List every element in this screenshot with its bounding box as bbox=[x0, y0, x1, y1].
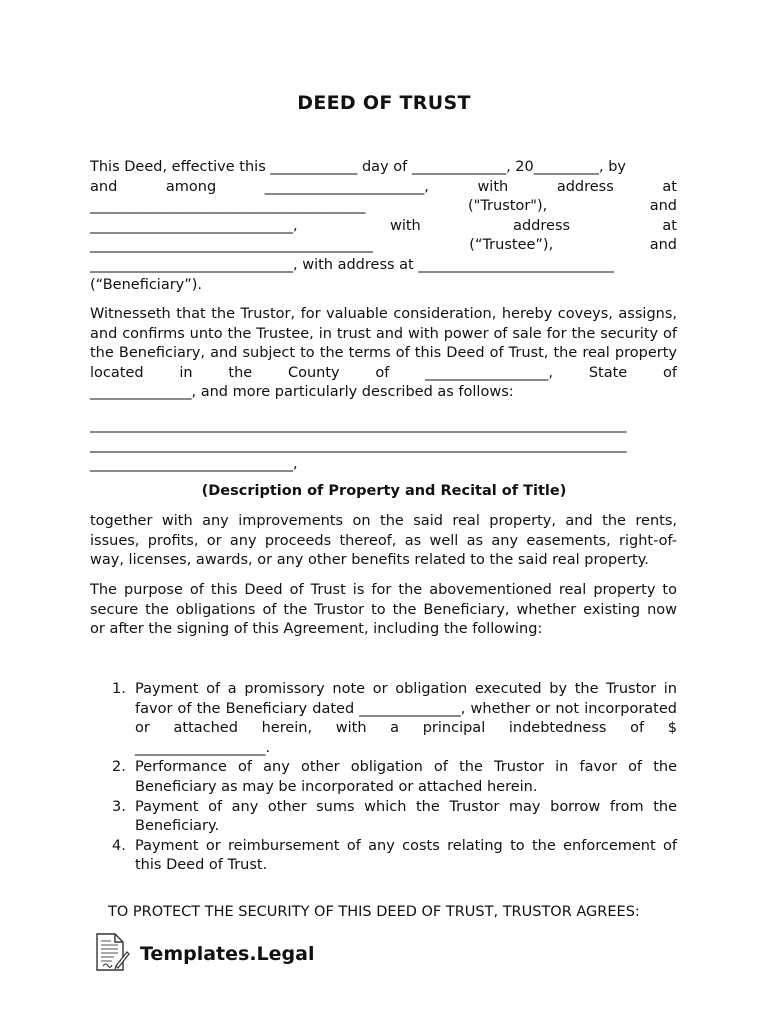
blank-line: ____________________________, bbox=[90, 456, 298, 473]
trustee-address-blank: _______________________________________ bbox=[90, 237, 373, 254]
brand-name: Templates.Legal bbox=[140, 943, 315, 965]
list-text-last: Beneficiary as may be incorporated or attached herein. bbox=[135, 778, 538, 795]
intro-text: This Deed, effective this ____________ day of _____________, 20_________, by bbox=[90, 159, 627, 175]
document-title: DEED OF TRUST bbox=[297, 92, 471, 114]
intro-word: with bbox=[389, 217, 421, 234]
together-paragraph bbox=[90, 512, 677, 571]
intro-line-6 bbox=[90, 256, 677, 276]
together-text-last: way, licenses, awards, or any other benefits related to the said real property. bbox=[90, 552, 649, 569]
intro-line-3 bbox=[90, 197, 677, 217]
list-item bbox=[90, 798, 677, 837]
list-item bbox=[90, 680, 677, 758]
list-text: Payment or reimbursement of any costs relating to the enforcement of bbox=[135, 837, 677, 854]
list-item bbox=[90, 758, 677, 797]
intro-line-2 bbox=[90, 178, 677, 198]
list-number: 2. bbox=[112, 759, 126, 776]
list-number: 1. bbox=[112, 681, 126, 697]
intro-line-7 bbox=[90, 276, 677, 296]
property-blank-lines bbox=[90, 416, 677, 475]
witness-text-last: ______________, and more particularly described as follows: bbox=[90, 384, 514, 401]
trustor-label: ("Trustor"), bbox=[468, 198, 548, 215]
witness-text: Witnesseth that the Trustor, for valuable consideration, hereby coveys, assigns, and confirms unto the Trustee, in trust and with power of sale for the security of the Beneficiary, and subject to the terms of this Deed of Trust, the real property located in the County of _________________, State of bbox=[90, 306, 677, 381]
list-text: Performance of any other obligation of the Trustor in favor of the bbox=[135, 759, 677, 776]
intro-block bbox=[90, 158, 677, 295]
list-text-last: Beneficiary. bbox=[135, 818, 220, 835]
protect-heading: TO PROTECT THE SECURITY OF THIS DEED OF TRUST, TRUSTOR AGREES: bbox=[108, 904, 640, 920]
list-item bbox=[90, 837, 677, 876]
intro-word: with bbox=[477, 178, 509, 195]
list-number: 3. bbox=[112, 798, 126, 815]
trustor-address-blank: ______________________________________ bbox=[90, 198, 366, 215]
intro-word: and bbox=[90, 178, 118, 195]
intro-word: address bbox=[513, 217, 571, 234]
witness-paragraph bbox=[90, 305, 677, 403]
trustee-label: (“Trustee”), bbox=[469, 237, 554, 254]
intro-line-5 bbox=[90, 236, 677, 256]
intro-word: and bbox=[649, 237, 677, 254]
purpose-paragraph bbox=[90, 581, 677, 640]
list-text: Payment of any other sums which the Trustor may borrow from the bbox=[135, 798, 677, 815]
blank-line: __________________________________________________________________________ bbox=[90, 436, 627, 453]
property-heading: (Description of Property and Recital of Title) bbox=[201, 483, 567, 499]
intro-line-4 bbox=[90, 217, 677, 237]
intro-line-1 bbox=[90, 158, 677, 178]
trustor-name-blank: ______________________, bbox=[264, 178, 429, 195]
together-text: together with any improvements on the said real property, and the rents, issues, profits, or any proceeds thereof, as well as any easements, right-of- bbox=[90, 513, 677, 549]
document-pen-icon bbox=[94, 932, 130, 976]
intro-word: at bbox=[662, 217, 677, 234]
intro-word: and bbox=[649, 198, 677, 215]
intro-word: address bbox=[556, 178, 614, 195]
blank-line: __________________________________________________________________________ bbox=[90, 417, 627, 433]
list-text: Payment of a promissory note or obligation executed by the Trustor in favor of the Beneficiary dated ______________, whether or not incorporated or attached herein, with a principal indebtedness of $ bbox=[135, 681, 677, 737]
list-text-last: this Deed of Trust. bbox=[135, 857, 268, 874]
list-number: 4. bbox=[112, 837, 126, 854]
obligations-list bbox=[90, 680, 677, 876]
trustee-name-blank: ____________________________, bbox=[90, 217, 298, 234]
list-text-last: __________________. bbox=[135, 739, 271, 756]
brand-logo bbox=[94, 934, 314, 974]
purpose-text-last: or after the signing of this Agreement, including the following: bbox=[90, 621, 543, 638]
intro-word: among bbox=[165, 178, 217, 195]
intro-word: at bbox=[662, 178, 677, 195]
beneficiary-blank: ____________________________, with address at ___________________________ bbox=[90, 256, 615, 273]
beneficiary-label: (“Beneficiary”). bbox=[90, 276, 203, 293]
purpose-text: The purpose of this Deed of Trust is for the abovementioned real property to secure the obligations of the Trustor to the Beneficiary, whether existing now bbox=[90, 582, 677, 618]
